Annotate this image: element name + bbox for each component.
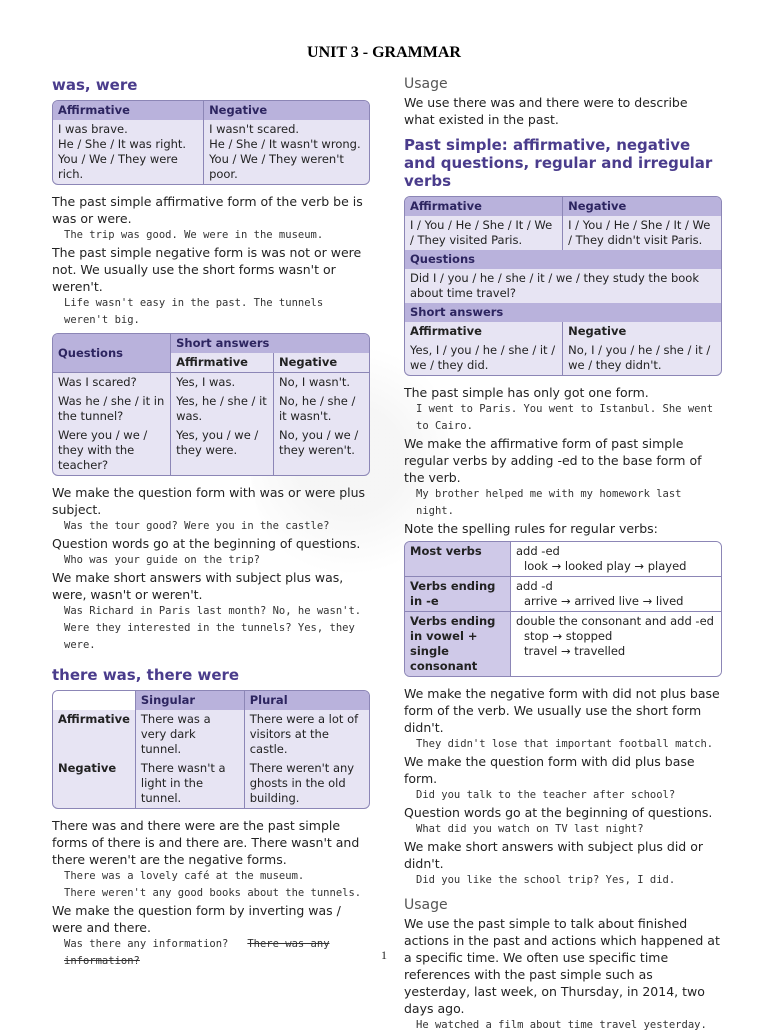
short-answers-header: Short answers [171,334,369,353]
example: Did you like the school trip? Yes, I did. [416,874,676,886]
was-were-title: was, were [52,76,138,94]
affirmative-answer-cell: Yes, I was. [171,373,274,393]
questions-header: Questions [53,334,171,373]
paragraph: Question words go at the beginning of questions. [404,805,713,820]
rule-label: Most verbs [405,542,511,577]
example: The trip was good. We were in the museum. [64,229,324,241]
example: Was Richard in Paris last month? No, he wasn't. [64,605,362,617]
example: They didn't lose that important football match. [416,738,714,750]
incorrect-example: There was any information? [64,938,330,967]
paragraph: The past simple negative form is was not or were not. We usually use the short forms wasn't or weren't. [52,245,362,294]
sa-affirmative-cell: Yes, I / you / he / she / it / we / they did. [410,343,556,372]
example: There was a lovely café at the museum. [64,870,305,882]
table-row [405,542,721,577]
sa-affirmative-header: Affirmative [171,353,274,373]
right-column [404,76,722,1034]
was-were-table [52,100,370,185]
example: Who was your guide on the trip? [64,554,260,566]
rule-instruction: double the consonant and add -ed [516,614,714,628]
spelling-rules-table [404,541,722,677]
sa-negative-header: Negative [273,353,369,373]
table-row [405,612,721,677]
aff-plural-cell: There were a lot of visitors at the castle. [244,710,369,759]
rule-sample: arrive → arrived live → lived [524,594,684,608]
questions-short-answers-table [52,333,370,476]
paragraph: We make the question form with was or were plus subject. [52,485,366,517]
negative-answer-cell: No, he / she / it wasn't. [273,392,369,426]
paragraph: The past simple affirmative form of the verb be is was or were. [52,194,363,226]
past-simple-title: Past simple: affirmative, negative and questions, regular and irregular verbs [404,136,713,190]
paragraph: We make the question form by inverting was / were and there. [52,903,341,935]
neg-singular-cell: There wasn't a light in the tunnel. [135,759,244,808]
question-cell: Was he / she / it in the tunnel? [58,394,165,423]
example: Did you talk to the teacher after school? [416,789,676,801]
paragraph: Note the spelling rules for regular verbs: [404,521,658,536]
rule-instruction: add -d [516,579,553,593]
rule-label: Verbs ending in -e [405,577,511,612]
affirmative-header: Affirmative [53,101,204,120]
paragraph: We make the affirmative form of past simple regular verbs by adding -ed to the base form of the verb. [404,436,702,485]
paragraph: We make the negative form with did not plus base form of the verb. We usually use the short form didn't. [404,686,720,735]
negative-answer-cell: No, you / we / they weren't. [273,426,369,475]
rule-example [511,577,722,612]
affirmative-answer-cell: Yes, he / she / it was. [171,392,274,426]
sa-negative-cell: No, I / you / he / she / it / we / they didn't. [563,341,721,375]
there-was-table [52,690,370,809]
table-row [53,373,369,393]
short-answers-header: Short answers [405,303,721,322]
affirmative-cell: I was brave. He / She / It was right. You / We / They were rich. [58,122,187,181]
paragraph: The past simple has only got one form. [404,385,649,400]
table-row [53,426,369,475]
sa-negative-header: Negative [563,322,721,341]
rule-sample: look → looked play → played [524,559,687,573]
rule-example [511,542,722,577]
example: Was the tour good? Were you in the castle? [64,520,330,532]
negative-header: Negative [563,197,721,216]
negative-answer-cell: No, I wasn't. [273,373,369,393]
page-number: 1 [381,948,387,962]
past-simple-table [404,196,722,376]
example: Life wasn't easy in the past. The tunnels weren't big. [64,297,324,326]
paragraph: We make the question form with did plus base form. [404,754,695,786]
rule-example [511,612,722,677]
questions-cell: Did I / you / he / she / it / we / they study the book about time travel? [410,271,699,300]
example: What did you watch on TV last night? [416,823,644,835]
example: My brother helped me with my homework last night. [416,488,682,517]
affirmative-row-label: Affirmative [58,712,130,726]
example: Were they interested in the tunnels? Yes, they were. [64,622,355,651]
table-row [53,392,369,426]
affirmative-cell: I / You / He / She / It / We / They visited Paris. [410,218,553,247]
aff-singular-cell: There was a very dark tunnel. [135,710,244,759]
paragraph: We use the past simple to talk about finished actions in the past and actions which happened at a specific time. We often use specific time references with the past simple such as yesterday, last week, on Thursday, in 2014, two days ago. [404,916,720,1016]
rule-sample: stop → stopped travel → travelled [524,629,626,658]
usage-heading: Usage [404,76,448,92]
example: I went to Paris. You went to Istanbul. She went to Cairo. [416,403,714,432]
negative-header: Negative [204,101,369,120]
correct-example: Was there any information? [64,938,229,950]
question-cell: Were you / we / they with the teacher? [58,428,148,472]
page-title: UNIT 3 - GRAMMAR [307,44,461,61]
example: He watched a film about time travel yesterday. [416,1019,707,1031]
negative-row-label: Negative [58,761,117,775]
paragraph: We make short answers with subject plus was, were, wasn't or weren't. [52,570,344,602]
affirmative-header: Affirmative [405,197,563,216]
rule-label: Verbs ending in vowel + single consonant [405,612,511,677]
paragraph: We make short answers with subject plus did or didn't. [404,839,704,871]
left-column [52,76,370,970]
affirmative-answer-cell: Yes, you / we / they were. [171,426,274,475]
neg-plural-cell: There weren't any ghosts in the old building. [244,759,369,808]
paragraph: Question words go at the beginning of questions. [52,536,361,551]
paragraph: We use there was and there were to describe what existed in the past. [404,95,688,127]
usage-heading: Usage [404,897,448,913]
sa-affirmative-header: Affirmative [410,324,482,338]
table-row [405,577,721,612]
example: There weren't any good books about the tunnels. [64,887,362,899]
question-cell: Was I scared? [53,373,171,393]
singular-header: Singular [135,691,244,710]
negative-cell: I wasn't scared. He / She / It wasn't wrong. You / We / They weren't poor. [204,120,369,184]
questions-header: Questions [405,250,721,269]
negative-cell: I / You / He / She / It / We / They didn't visit Paris. [563,216,721,250]
plural-header: Plural [244,691,369,710]
paragraph: There was and there were are the past simple forms of there is and there are. There wasn't and there weren't are the negative forms. [52,818,360,867]
there-was-title: there was, there were [52,666,240,684]
blank-corner [53,691,135,710]
rule-instruction: add -ed [516,544,560,558]
